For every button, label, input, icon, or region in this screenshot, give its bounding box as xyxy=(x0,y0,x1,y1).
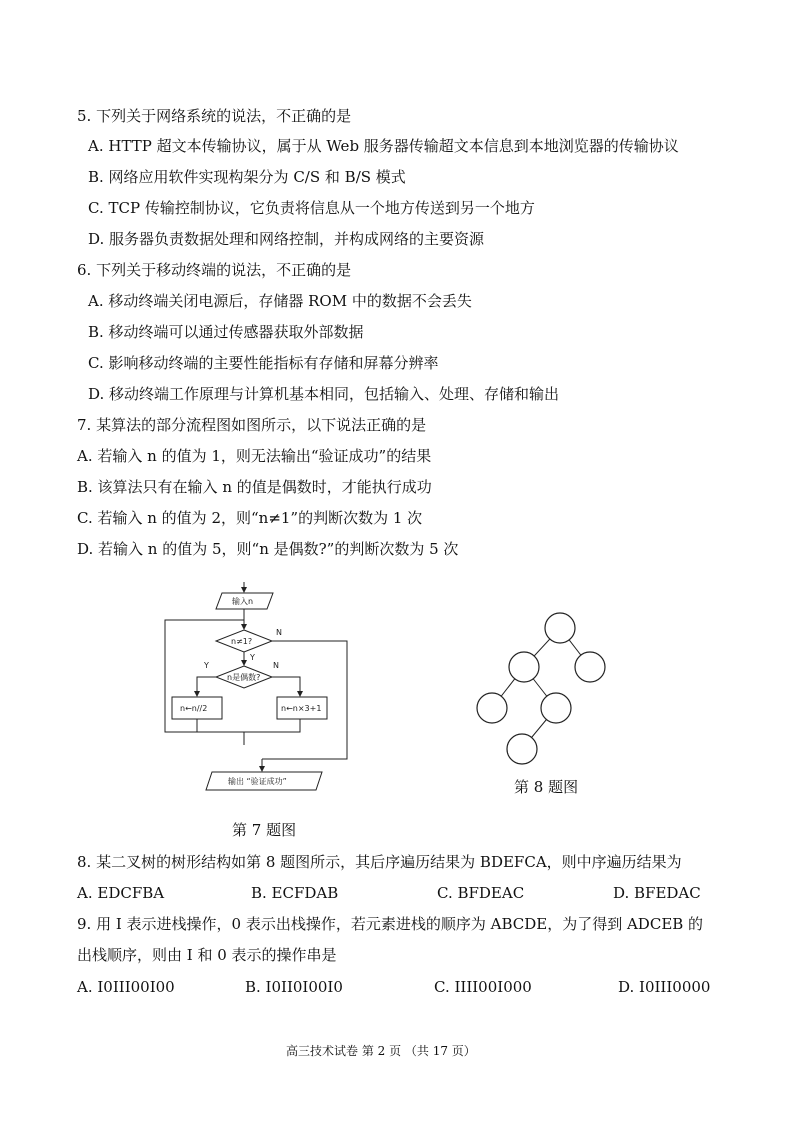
q9-option-d: D. I0III0000 xyxy=(618,978,711,996)
q9-option-c: C. IIII00I000 xyxy=(434,978,532,996)
q9-option-a: A. I0III00I00 xyxy=(77,978,175,996)
q6-option-a: A. 移动终端关闭电源后，存储器 ROM 中的数据不会丢失 xyxy=(88,292,472,310)
q8-option-c: C. BFDEAC xyxy=(437,884,525,902)
q8-options xyxy=(0,883,794,903)
flowchart-input-label: 输入n xyxy=(232,597,254,606)
flowchart-cond2-yes: Y xyxy=(204,661,209,670)
q7-option-d: D. 若输入 n 的值为 5，则“n 是偶数?”的判断次数为 5 次 xyxy=(77,540,459,558)
figure8-caption: 第 8 题图 xyxy=(514,778,579,796)
q5-option-c: C. TCP 传输控制协议，它负责将信息从一个地方传送到另一个地方 xyxy=(88,199,535,217)
q9-options xyxy=(0,977,794,997)
q7-option-b: B. 该算法只有在输入 n 的值是偶数时，才能执行成功 xyxy=(77,478,432,496)
q8-option-a: A. EDCFBA xyxy=(77,884,165,902)
q9-option-b: B. I0II0I00I0 xyxy=(245,978,343,996)
tree-node xyxy=(541,693,571,723)
flowchart-cond2-label: n是偶数? xyxy=(227,673,261,682)
flowchart-figure xyxy=(150,575,370,805)
flowchart-cond1-no: N xyxy=(276,628,282,637)
flowchart-output-label: 输出 “验证成功” xyxy=(228,777,287,786)
q9-stem-line1: 9. 用 I 表示进栈操作，0 表示出栈操作，若元素进栈的顺序为 ABCDE，为了得到 ADCEB 的 xyxy=(77,915,704,933)
tree-node xyxy=(507,734,537,764)
q8-option-b: B. ECFDAB xyxy=(251,884,339,902)
q8-option-d: D. BFEDAC xyxy=(613,884,701,902)
q9-stem-line2: 出栈顺序，则由 I 和 0 表示的操作串是 xyxy=(77,946,337,964)
figure7-caption: 第 7 题图 xyxy=(232,821,297,839)
tree-node xyxy=(545,613,575,643)
tree-node xyxy=(509,652,539,682)
flowchart-cond1-yes: Y xyxy=(250,653,255,662)
q7-option-a: A. 若输入 n 的值为 1，则无法输出“验证成功”的结果 xyxy=(77,447,432,465)
q7-stem: 7. 某算法的部分流程图如图所示，以下说法正确的是 xyxy=(77,416,427,434)
q6-option-b: B. 移动终端可以通过传感器获取外部数据 xyxy=(88,323,364,341)
flowchart-cond2-no: N xyxy=(273,661,279,670)
flowchart-right-label: n←n×3+1 xyxy=(281,704,322,713)
q6-option-d: D. 移动终端工作原理与计算机基本相同，包括输入、处理、存储和输出 xyxy=(88,385,560,403)
tree-node xyxy=(477,693,507,723)
q5-stem: 5. 下列关于网络系统的说法，不正确的是 xyxy=(77,107,352,125)
q5-option-b: B. 网络应用软件实现构架分为 C/S 和 B/S 模式 xyxy=(88,168,406,186)
q6-stem: 6. 下列关于移动终端的说法，不正确的是 xyxy=(77,261,352,279)
q5-option-a: A. HTTP 超文本传输协议，属于从 Web 服务器传输超文本信息到本地浏览器的传输协议 xyxy=(88,137,679,155)
flowchart-left-label: n←n//2 xyxy=(180,704,208,713)
q6-option-c: C. 影响移动终端的主要性能指标有存储和屏幕分辨率 xyxy=(88,354,439,372)
q7-option-c: C. 若输入 n 的值为 2，则“n≠1”的判断次数为 1 次 xyxy=(77,509,423,527)
q8-stem: 8. 某二叉树的树形结构如第 8 题图所示，其后序遍历结果为 BDEFCA，则中序遍历结果为 xyxy=(77,853,682,871)
page-footer: 高三技术试卷 第 2 页 （共 17 页） xyxy=(286,1044,476,1058)
binary-tree-figure xyxy=(470,605,630,775)
flowchart-cond1-label: n≠1? xyxy=(231,637,253,646)
tree-node xyxy=(575,652,605,682)
q5-option-d: D. 服务器负责数据处理和网络控制，并构成网络的主要资源 xyxy=(88,230,485,248)
